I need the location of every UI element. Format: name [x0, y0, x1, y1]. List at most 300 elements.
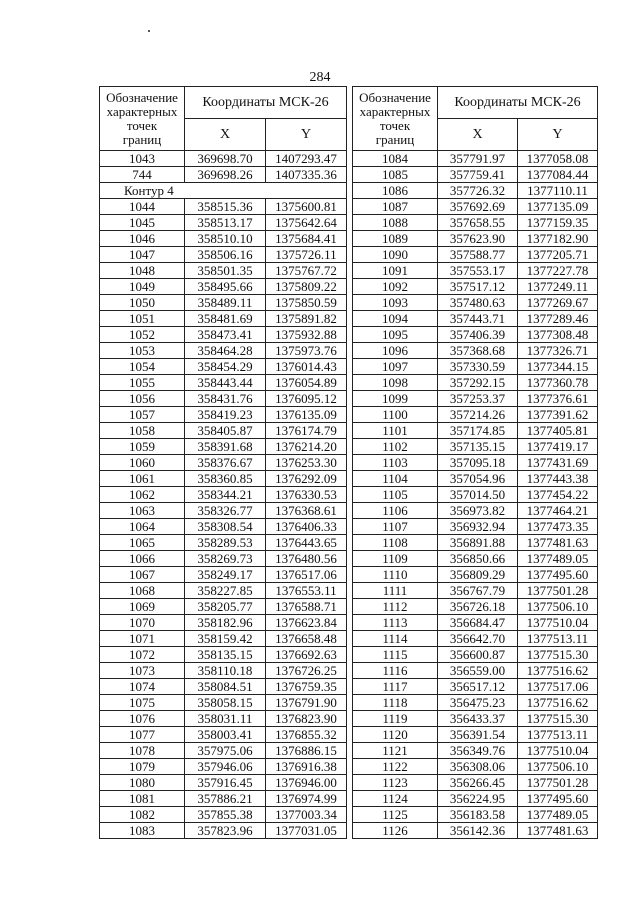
- point-id-cell: 1045: [100, 215, 185, 231]
- point-id-cell: 1062: [100, 487, 185, 503]
- y-coordinate-cell: 1376517.06: [266, 567, 347, 583]
- point-id-cell: 1098: [353, 375, 438, 391]
- point-id-cell: 1066: [100, 551, 185, 567]
- point-id-cell: 1103: [353, 455, 438, 471]
- x-coordinate-cell: 357330.59: [438, 359, 518, 375]
- point-id-cell: 1055: [100, 375, 185, 391]
- x-coordinate-cell: 358249.17: [185, 567, 266, 583]
- x-coordinate-cell: 358135.15: [185, 647, 266, 663]
- y-coordinate-cell: 1377289.46: [518, 311, 598, 327]
- x-coordinate-cell: 357517.12: [438, 279, 518, 295]
- point-id-cell: 1092: [353, 279, 438, 295]
- x-coordinate-cell: 358489.11: [185, 295, 266, 311]
- y-coordinate-cell: 1377513.11: [518, 727, 598, 743]
- y-coordinate-cell: 1377510.04: [518, 743, 598, 759]
- y-coordinate-cell: 1376759.35: [266, 679, 347, 695]
- x-column-header: X: [438, 119, 518, 151]
- x-coordinate-cell: 357791.97: [438, 151, 518, 167]
- x-coordinate-cell: 357588.77: [438, 247, 518, 263]
- x-coordinate-cell: 356684.47: [438, 615, 518, 631]
- point-label-line: границ: [122, 131, 162, 147]
- y-coordinate-cell: 1377376.61: [518, 391, 598, 407]
- point-id-cell: 1082: [100, 807, 185, 823]
- y-coordinate-cell: 1407335.36: [266, 167, 347, 183]
- table-row: [353, 823, 598, 839]
- table-row: [100, 567, 347, 583]
- x-coordinate-cell: 369698.70: [185, 151, 266, 167]
- table-row: [100, 791, 347, 807]
- x-coordinate-cell: 358159.42: [185, 631, 266, 647]
- point-id-cell: 1088: [353, 215, 438, 231]
- point-id-cell: 1119: [353, 711, 438, 727]
- table-row: [100, 375, 347, 391]
- y-coordinate-cell: 1407293.47: [266, 151, 347, 167]
- y-coordinate-cell: 1377344.15: [518, 359, 598, 375]
- table-row: [353, 791, 598, 807]
- table-row: [100, 215, 347, 231]
- table-row: [100, 247, 347, 263]
- x-coordinate-cell: 357946.06: [185, 759, 266, 775]
- x-coordinate-cell: 357174.85: [438, 423, 518, 439]
- point-id-cell: 1046: [100, 231, 185, 247]
- y-coordinate-cell: 1375973.76: [266, 343, 347, 359]
- point-id-cell: 1089: [353, 231, 438, 247]
- y-coordinate-cell: 1377205.71: [518, 247, 598, 263]
- table-row: [353, 231, 598, 247]
- point-id-cell: 1114: [353, 631, 438, 647]
- x-coordinate-cell: 358344.21: [185, 487, 266, 503]
- table-row: [100, 391, 347, 407]
- table-row: [353, 599, 598, 615]
- table-row: [100, 327, 347, 343]
- point-id-cell: 1061: [100, 471, 185, 487]
- point-id-cell: 1108: [353, 535, 438, 551]
- point-id-cell: 1123: [353, 775, 438, 791]
- x-coordinate-cell: 358110.18: [185, 663, 266, 679]
- coordinates-table-left: [99, 86, 347, 839]
- table-row: [100, 551, 347, 567]
- point-id-cell: 1058: [100, 423, 185, 439]
- y-coordinate-cell: 1376292.09: [266, 471, 347, 487]
- table-row: [353, 519, 598, 535]
- y-coordinate-cell: 1376553.11: [266, 583, 347, 599]
- x-coordinate-cell: 356475.23: [438, 695, 518, 711]
- y-coordinate-cell: 1375891.82: [266, 311, 347, 327]
- x-coordinate-cell: 356891.88: [438, 535, 518, 551]
- y-coordinate-cell: 1377501.28: [518, 583, 598, 599]
- point-id-cell: 1117: [353, 679, 438, 695]
- table-row: [100, 423, 347, 439]
- y-coordinate-cell: 1377110.11: [518, 183, 598, 199]
- y-coordinate-cell: 1377227.78: [518, 263, 598, 279]
- x-coordinate-cell: 358513.17: [185, 215, 266, 231]
- point-id-cell: 1096: [353, 343, 438, 359]
- x-coordinate-cell: 356349.76: [438, 743, 518, 759]
- table-row: [100, 807, 347, 823]
- x-coordinate-cell: 358326.77: [185, 503, 266, 519]
- y-coordinate-cell: 1377489.05: [518, 807, 598, 823]
- x-coordinate-cell: 358481.69: [185, 311, 266, 327]
- y-coordinate-cell: 1377515.30: [518, 711, 598, 727]
- table-row: [353, 583, 598, 599]
- y-coordinate-cell: 1376054.89: [266, 375, 347, 391]
- point-id-cell: 1048: [100, 263, 185, 279]
- x-coordinate-cell: 357253.37: [438, 391, 518, 407]
- table-row: [353, 775, 598, 791]
- x-coordinate-cell: 358391.68: [185, 439, 266, 455]
- point-id-cell: 1122: [353, 759, 438, 775]
- y-coordinate-cell: 1377506.10: [518, 759, 598, 775]
- point-id-cell: 1121: [353, 743, 438, 759]
- x-coordinate-cell: 357214.26: [438, 407, 518, 423]
- x-coordinate-cell: 357054.96: [438, 471, 518, 487]
- point-id-cell: 1075: [100, 695, 185, 711]
- y-coordinate-cell: 1377003.34: [266, 807, 347, 823]
- table-row: [353, 615, 598, 631]
- table-row: [100, 295, 347, 311]
- x-coordinate-cell: 358308.54: [185, 519, 266, 535]
- point-label-header: [100, 87, 185, 151]
- point-id-cell: 1043: [100, 151, 185, 167]
- x-coordinate-cell: 357135.15: [438, 439, 518, 455]
- y-coordinate-cell: 1377058.08: [518, 151, 598, 167]
- table-row: [100, 711, 347, 727]
- x-coordinate-cell: 356433.37: [438, 711, 518, 727]
- x-coordinate-cell: 357095.18: [438, 455, 518, 471]
- point-id-cell: 1109: [353, 551, 438, 567]
- point-id-cell: 1074: [100, 679, 185, 695]
- y-coordinate-cell: 1376823.90: [266, 711, 347, 727]
- point-id-cell: 1086: [353, 183, 438, 199]
- y-coordinate-cell: 1377516.62: [518, 663, 598, 679]
- point-label-line: Обозначение: [106, 89, 178, 105]
- table-row: [353, 679, 598, 695]
- x-coordinate-cell: 358454.29: [185, 359, 266, 375]
- table-row: [100, 631, 347, 647]
- table-row: [100, 679, 347, 695]
- table-row: [353, 327, 598, 343]
- x-coordinate-cell: 358515.36: [185, 199, 266, 215]
- x-coordinate-cell: 358205.77: [185, 599, 266, 615]
- y-coordinate-cell: 1376588.71: [266, 599, 347, 615]
- point-id-cell: 1102: [353, 439, 438, 455]
- table-row: [353, 263, 598, 279]
- table-row: [100, 727, 347, 743]
- point-id-cell: 1118: [353, 695, 438, 711]
- y-coordinate-cell: 1376095.12: [266, 391, 347, 407]
- point-id-cell: 1101: [353, 423, 438, 439]
- table-row: [100, 167, 347, 183]
- point-id-cell: 1057: [100, 407, 185, 423]
- x-coordinate-cell: 356850.66: [438, 551, 518, 567]
- x-coordinate-cell: 358031.11: [185, 711, 266, 727]
- point-id-cell: 1080: [100, 775, 185, 791]
- point-id-cell: 1124: [353, 791, 438, 807]
- x-coordinate-cell: 356809.29: [438, 567, 518, 583]
- x-coordinate-cell: 358058.15: [185, 695, 266, 711]
- y-coordinate-cell: 1376692.63: [266, 647, 347, 663]
- point-id-cell: 1044: [100, 199, 185, 215]
- y-coordinate-cell: 1376480.56: [266, 551, 347, 567]
- point-id-cell: 1113: [353, 615, 438, 631]
- table-row: [100, 599, 347, 615]
- point-id-cell: 1111: [353, 583, 438, 599]
- table-row: [100, 311, 347, 327]
- table-row: [353, 647, 598, 663]
- table-row: [353, 631, 598, 647]
- y-coordinate-cell: 1376368.61: [266, 503, 347, 519]
- x-coordinate-cell: 357759.41: [438, 167, 518, 183]
- y-coordinate-cell: 1376214.20: [266, 439, 347, 455]
- table-row: [353, 695, 598, 711]
- table-row: [100, 743, 347, 759]
- y-coordinate-cell: 1376916.38: [266, 759, 347, 775]
- y-coordinate-cell: 1377308.48: [518, 327, 598, 343]
- x-coordinate-cell: 356559.00: [438, 663, 518, 679]
- point-id-cell: 1100: [353, 407, 438, 423]
- table-row: [353, 167, 598, 183]
- x-coordinate-cell: 356642.70: [438, 631, 518, 647]
- table-row: [353, 391, 598, 407]
- table-row: [100, 695, 347, 711]
- y-coordinate-cell: 1377391.62: [518, 407, 598, 423]
- table-row: [353, 295, 598, 311]
- table-body-left: [100, 151, 347, 839]
- y-coordinate-cell: 1375850.59: [266, 295, 347, 311]
- x-coordinate-cell: 358431.76: [185, 391, 266, 407]
- x-coordinate-cell: 357368.68: [438, 343, 518, 359]
- point-id-cell: 1126: [353, 823, 438, 839]
- table-row: [353, 471, 598, 487]
- point-id-cell: 1125: [353, 807, 438, 823]
- point-id-cell: 1105: [353, 487, 438, 503]
- x-coordinate-cell: 357658.55: [438, 215, 518, 231]
- x-coordinate-cell: 357823.96: [185, 823, 266, 839]
- point-id-cell: 1094: [353, 311, 438, 327]
- coordinates-table-right: [352, 86, 598, 839]
- y-coordinate-cell: 1377405.81: [518, 423, 598, 439]
- table-row: [100, 583, 347, 599]
- x-coordinate-cell: 356932.94: [438, 519, 518, 535]
- y-coordinate-cell: 1377515.30: [518, 647, 598, 663]
- point-id-cell: 1091: [353, 263, 438, 279]
- point-label-line: точек: [126, 117, 158, 133]
- y-coordinate-cell: 1376253.30: [266, 455, 347, 471]
- y-coordinate-cell: 1376791.90: [266, 695, 347, 711]
- y-coordinate-cell: 1375809.22: [266, 279, 347, 295]
- x-coordinate-cell: 358510.10: [185, 231, 266, 247]
- x-coordinate-cell: 357014.50: [438, 487, 518, 503]
- table-row: [353, 743, 598, 759]
- table-row: [100, 279, 347, 295]
- x-coordinate-cell: 358443.44: [185, 375, 266, 391]
- y-coordinate-cell: 1377360.78: [518, 375, 598, 391]
- point-id-cell: 1081: [100, 791, 185, 807]
- y-coordinate-cell: 1377159.35: [518, 215, 598, 231]
- y-coordinate-cell: 1376886.15: [266, 743, 347, 759]
- x-coordinate-cell: 357692.69: [438, 199, 518, 215]
- y-coordinate-cell: 1375726.11: [266, 247, 347, 263]
- y-coordinate-cell: 1377326.71: [518, 343, 598, 359]
- table-row: [353, 711, 598, 727]
- point-id-cell: 1093: [353, 295, 438, 311]
- point-id-cell: 1050: [100, 295, 185, 311]
- point-id-cell: 1060: [100, 455, 185, 471]
- x-coordinate-cell: 357855.38: [185, 807, 266, 823]
- y-coordinate-cell: 1377464.21: [518, 503, 598, 519]
- point-id-cell: 1097: [353, 359, 438, 375]
- y-coordinate-cell: 1377269.67: [518, 295, 598, 311]
- table-row: [100, 231, 347, 247]
- table-body-right: [353, 151, 598, 839]
- y-coordinate-cell: 1376658.48: [266, 631, 347, 647]
- y-coordinate-cell: 1377517.06: [518, 679, 598, 695]
- x-coordinate-cell: 358003.41: [185, 727, 266, 743]
- x-column-header: X: [185, 119, 266, 151]
- x-coordinate-cell: 357916.45: [185, 775, 266, 791]
- y-coordinate-cell: 1376174.79: [266, 423, 347, 439]
- x-coordinate-cell: 356308.06: [438, 759, 518, 775]
- x-coordinate-cell: 358182.96: [185, 615, 266, 631]
- x-coordinate-cell: 358289.53: [185, 535, 266, 551]
- y-coordinate-cell: 1376135.09: [266, 407, 347, 423]
- table-row: [353, 279, 598, 295]
- x-coordinate-cell: 358360.85: [185, 471, 266, 487]
- y-coordinate-cell: 1377516.62: [518, 695, 598, 711]
- point-id-cell: 1120: [353, 727, 438, 743]
- y-column-header: Y: [266, 119, 347, 151]
- x-coordinate-cell: 356726.18: [438, 599, 518, 615]
- y-coordinate-cell: 1376406.33: [266, 519, 347, 535]
- table-row: [100, 439, 347, 455]
- x-coordinate-cell: 357553.17: [438, 263, 518, 279]
- table-row: [100, 775, 347, 791]
- y-column-header: Y: [518, 119, 598, 151]
- y-coordinate-cell: 1376855.32: [266, 727, 347, 743]
- point-id-cell: 1072: [100, 647, 185, 663]
- y-coordinate-cell: 1377495.60: [518, 567, 598, 583]
- point-label-line: характерных: [106, 103, 178, 119]
- coordinates-title: Координаты МСК-26: [185, 87, 347, 119]
- table-row: [353, 487, 598, 503]
- y-coordinate-cell: 1376443.65: [266, 535, 347, 551]
- y-coordinate-cell: 1376726.25: [266, 663, 347, 679]
- table-row: [100, 455, 347, 471]
- x-coordinate-cell: 358227.85: [185, 583, 266, 599]
- point-id-cell: 1054: [100, 359, 185, 375]
- point-id-cell: 1099: [353, 391, 438, 407]
- table-row: [353, 727, 598, 743]
- point-id-cell: 1104: [353, 471, 438, 487]
- point-id-cell: 1056: [100, 391, 185, 407]
- y-coordinate-cell: 1377495.60: [518, 791, 598, 807]
- table-row: [353, 455, 598, 471]
- point-id-cell: 1107: [353, 519, 438, 535]
- point-id-cell: 1071: [100, 631, 185, 647]
- point-id-cell: 1090: [353, 247, 438, 263]
- point-id-cell: 744: [100, 167, 185, 183]
- table-row: [100, 615, 347, 631]
- x-coordinate-cell: 357623.90: [438, 231, 518, 247]
- table-row: [100, 407, 347, 423]
- point-id-cell: 1069: [100, 599, 185, 615]
- point-id-cell: 1087: [353, 199, 438, 215]
- table-row: [353, 359, 598, 375]
- y-coordinate-cell: 1377249.11: [518, 279, 598, 295]
- table-row: [353, 215, 598, 231]
- point-id-cell: 1049: [100, 279, 185, 295]
- table-row: [353, 199, 598, 215]
- point-label-header: [353, 87, 438, 151]
- y-coordinate-cell: 1377419.17: [518, 439, 598, 455]
- table-row: [353, 183, 598, 199]
- table-row: [353, 567, 598, 583]
- table-row: [353, 151, 598, 167]
- y-coordinate-cell: 1376623.84: [266, 615, 347, 631]
- table-row: [100, 503, 347, 519]
- point-id-cell: 1110: [353, 567, 438, 583]
- x-coordinate-cell: 358506.16: [185, 247, 266, 263]
- y-coordinate-cell: 1377481.63: [518, 823, 598, 839]
- point-id-cell: 1047: [100, 247, 185, 263]
- table-row: [100, 823, 347, 839]
- table-row: [100, 263, 347, 279]
- y-coordinate-cell: 1377510.04: [518, 615, 598, 631]
- table-row: [353, 503, 598, 519]
- y-coordinate-cell: 1377481.63: [518, 535, 598, 551]
- point-id-cell: 1083: [100, 823, 185, 839]
- x-coordinate-cell: 357406.39: [438, 327, 518, 343]
- x-coordinate-cell: 369698.26: [185, 167, 266, 183]
- x-coordinate-cell: 356600.87: [438, 647, 518, 663]
- x-coordinate-cell: 357726.32: [438, 183, 518, 199]
- y-coordinate-cell: 1377501.28: [518, 775, 598, 791]
- x-coordinate-cell: 358495.66: [185, 279, 266, 295]
- x-coordinate-cell: 356973.82: [438, 503, 518, 519]
- x-coordinate-cell: 358501.35: [185, 263, 266, 279]
- coordinates-title: Координаты МСК-26: [438, 87, 598, 119]
- table-row: [100, 663, 347, 679]
- table-row: [353, 807, 598, 823]
- table-row: [353, 311, 598, 327]
- point-id-cell: 1063: [100, 503, 185, 519]
- y-coordinate-cell: 1377513.11: [518, 631, 598, 647]
- y-coordinate-cell: 1377182.90: [518, 231, 598, 247]
- table-row: [353, 439, 598, 455]
- table-row: [100, 151, 347, 167]
- x-coordinate-cell: 356767.79: [438, 583, 518, 599]
- point-id-cell: 1073: [100, 663, 185, 679]
- x-coordinate-cell: 357292.15: [438, 375, 518, 391]
- y-coordinate-cell: 1376946.00: [266, 775, 347, 791]
- table-row: [353, 551, 598, 567]
- y-coordinate-cell: 1376014.43: [266, 359, 347, 375]
- x-coordinate-cell: 358464.28: [185, 343, 266, 359]
- x-coordinate-cell: 356142.36: [438, 823, 518, 839]
- x-coordinate-cell: 357480.63: [438, 295, 518, 311]
- point-label-line: точек: [379, 117, 411, 133]
- x-coordinate-cell: 358473.41: [185, 327, 266, 343]
- table-row: [100, 199, 347, 215]
- point-id-cell: 1095: [353, 327, 438, 343]
- x-coordinate-cell: 356266.45: [438, 775, 518, 791]
- y-coordinate-cell: 1375767.72: [266, 263, 347, 279]
- y-coordinate-cell: 1377454.22: [518, 487, 598, 503]
- point-label-line: границ: [375, 131, 415, 147]
- point-id-cell: 1068: [100, 583, 185, 599]
- point-id-cell: 1051: [100, 311, 185, 327]
- x-coordinate-cell: 357443.71: [438, 311, 518, 327]
